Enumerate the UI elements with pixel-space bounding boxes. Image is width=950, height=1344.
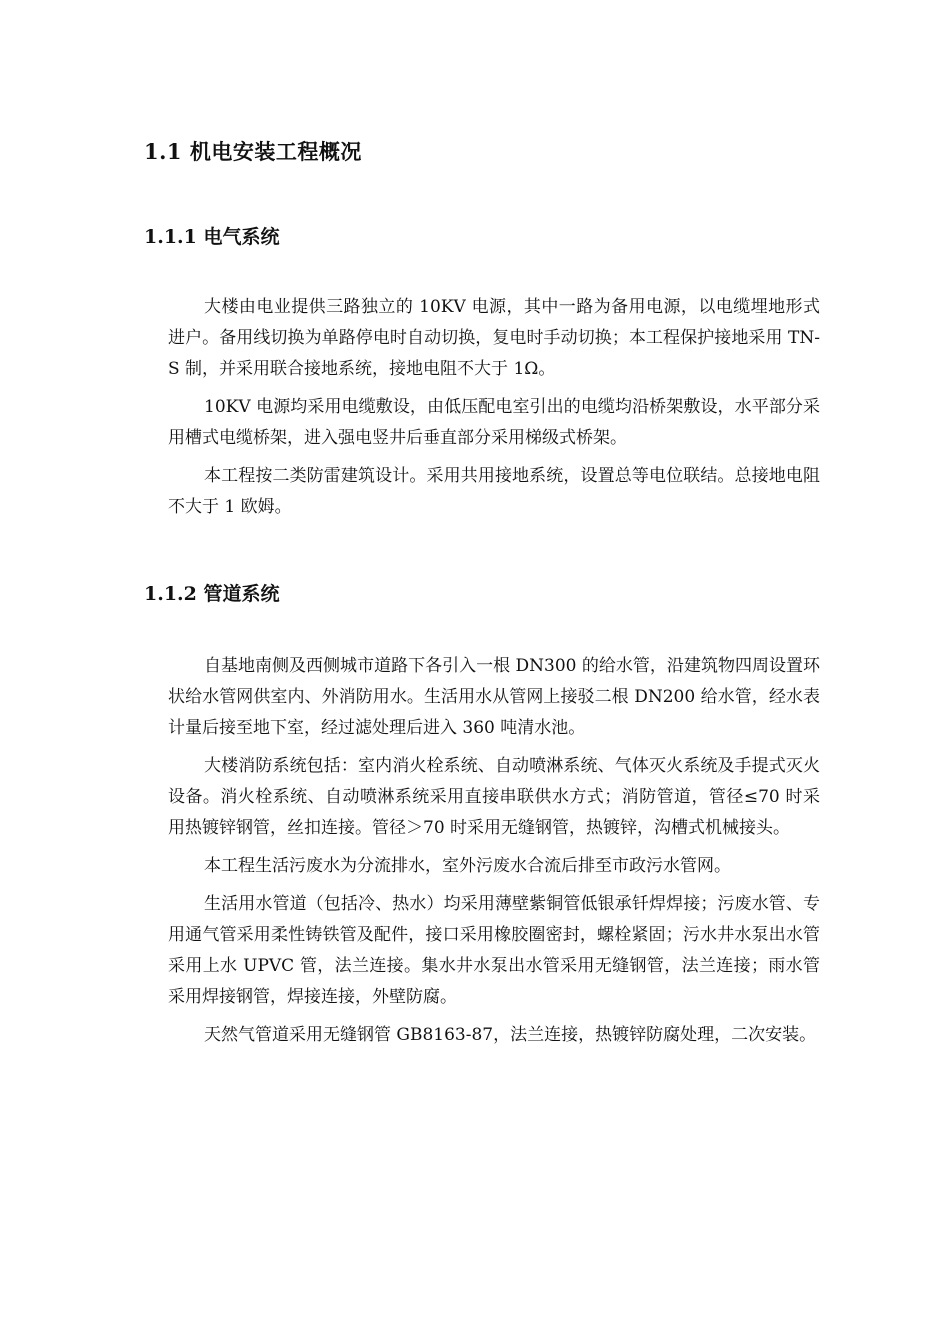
paragraph: 10KV 电源均采用电缆敷设，由低压配电室引出的电缆均沿桥架敷设，水平部分采用槽式电缆桥架，进入强电竖井后垂直部分采用梯级式桥架。	[168, 397, 820, 448]
paragraph: 本工程按二类防雷建筑设计。采用共用接地系统，设置总等电位联结。总接地电阻不大于 1 欧姆。	[168, 466, 820, 517]
paragraph: 大楼由电业提供三路独立的 10KV 电源，其中一路为备用电源，以电缆埋地形式进户。备用线切换为单路停电时自动切换，复电时手动切换；本工程保护接地采用 TN-S 制，并采用联合接地系统，接地电阻不大于 1Ω。	[168, 297, 820, 379]
section-body-piping	[168, 651, 820, 1058]
paragraph: 天然气管道采用无缝钢管 GB8163-87，法兰连接，热镀锌防腐处理，二次安装。	[204, 1025, 817, 1045]
paragraph: 大楼消防系统包括：室内消火栓系统、自动喷淋系统、气体灭火系统及手提式灭火设备。消火栓系统、自动喷淋系统采用直接串联供水方式；消防管道，管径≤70 时采用热镀锌钢管，丝扣连接。管径＞70 时采用无缝钢管，热镀锌，沟槽式机械接头。	[168, 756, 820, 838]
section-title-electrical: 1.1.1 电气系统	[144, 226, 280, 248]
section-body-electrical	[168, 292, 820, 530]
chapter-heading: 1.1 机电安装工程概况	[144, 139, 362, 164]
section-title-piping: 1.1.2 管道系统	[144, 583, 280, 605]
paragraph: 生活用水管道（包括冷、热水）均采用薄壁紫铜管低银承钎焊焊接；污废水管、专用通气管采用柔性铸铁管及配件，接口采用橡胶圈密封，螺栓紧固；污水井水泵出水管采用上水 UPVC 管，法兰连接。集水井水泵出水管采用无缝钢管，法兰连接；雨水管采用焊接钢管，焊接连接，外壁防腐。	[168, 894, 820, 1007]
paragraph: 自基地南侧及西侧城市道路下各引入一根 DN300 的给水管，沿建筑物四周设置环状给水管网供室内、外消防用水。生活用水从管网上接驳二根 DN200 给水管，经水表计量后接至地下室，经过滤处理后进入 360 吨清水池。	[168, 656, 820, 738]
paragraph: 本工程生活污废水为分流排水，室外污废水合流后排至市政污水管网。	[204, 856, 731, 876]
